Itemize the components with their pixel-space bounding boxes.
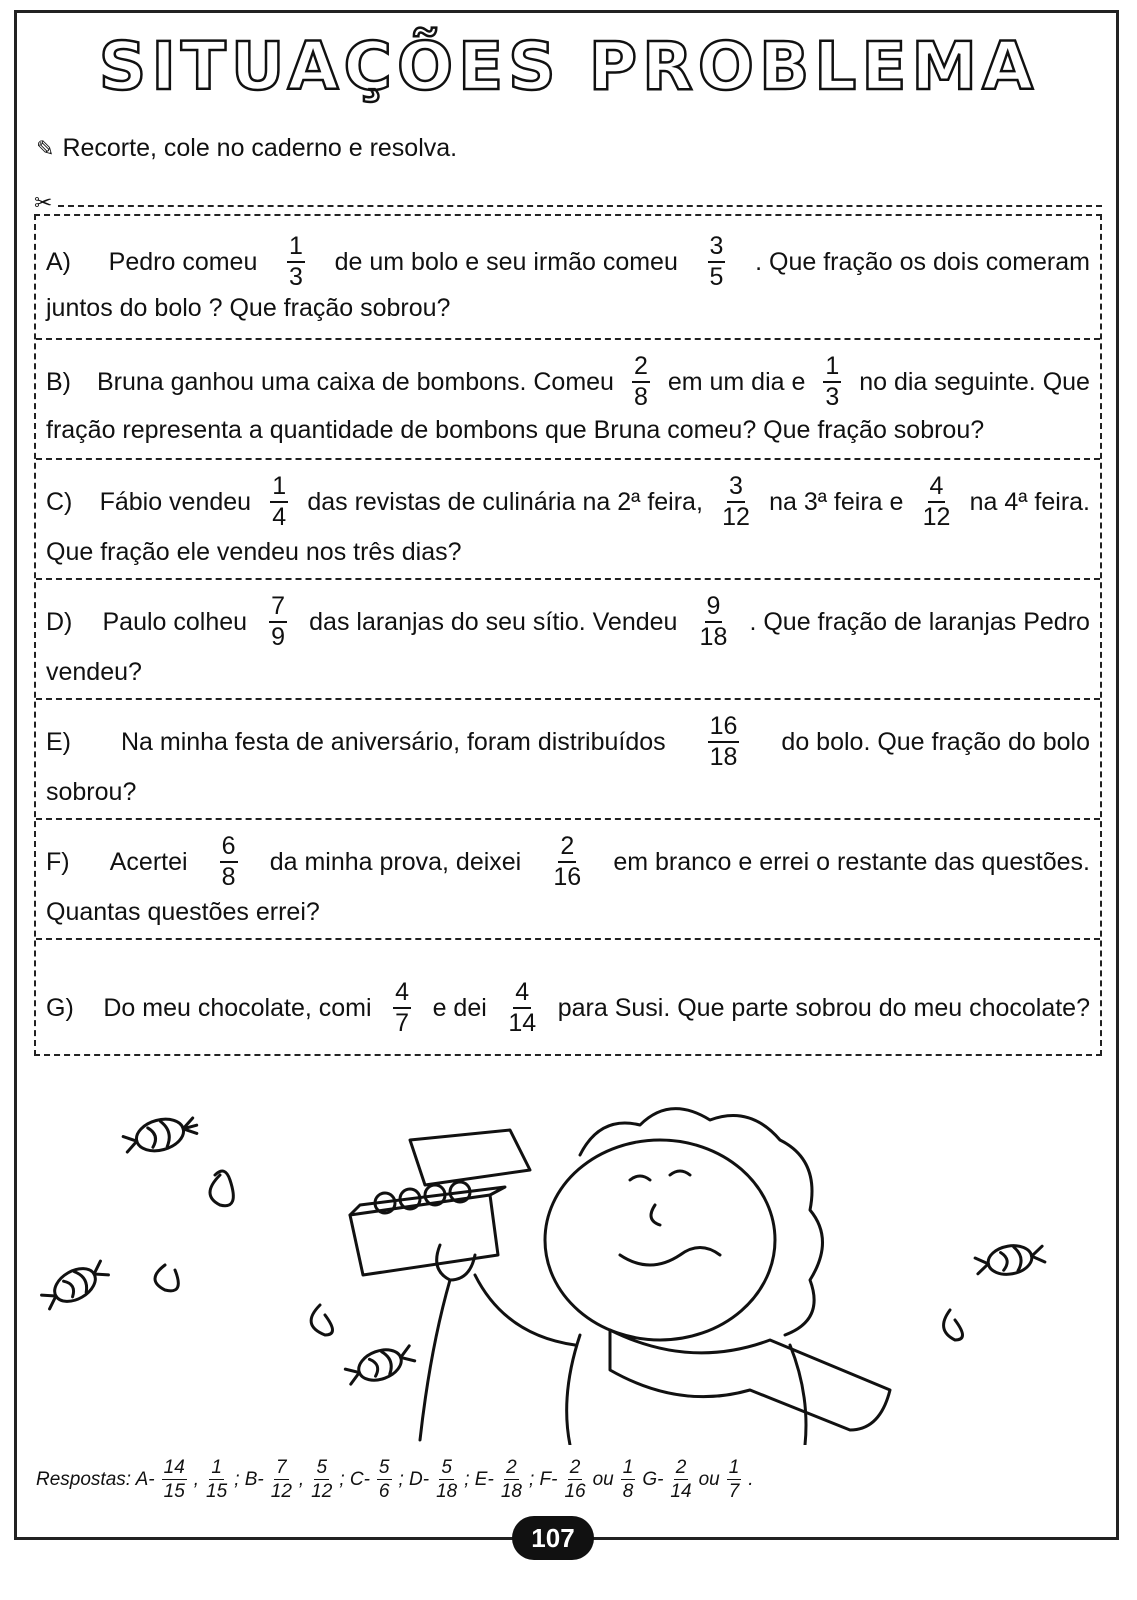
fraction <box>377 1458 392 1501</box>
text-segment: para Susi. Que parte sobrou do meu chocolate? <box>557 993 1090 1022</box>
fraction-denominator: 8 <box>633 383 648 411</box>
fraction <box>708 714 740 770</box>
problem-line-2-text: fração representa a quantidade de bombons que Bruna comeu? Que fração sobrou? <box>46 416 985 444</box>
fraction <box>823 354 841 410</box>
fraction <box>508 980 536 1036</box>
text-segment: na 3ª feira e <box>769 487 904 516</box>
fraction-numerator: 1 <box>823 354 841 383</box>
fraction-denominator: 18 <box>436 1481 458 1502</box>
text-segment: Respostas: A- <box>36 1468 155 1490</box>
fraction-denominator: 12 <box>922 503 951 531</box>
scissors-icon: ✂ <box>34 190 53 215</box>
fraction-numerator: 7 <box>276 1457 287 1478</box>
fraction-denominator: 12 <box>722 503 750 531</box>
text-segment: das revistas de culinária na 2ª feira, <box>307 487 703 516</box>
fraction-denominator: 3 <box>825 383 840 411</box>
fraction-numerator: 5 <box>441 1457 452 1478</box>
fraction <box>311 1458 332 1501</box>
fraction-numerator: 2 <box>675 1457 687 1478</box>
fraction <box>632 354 650 410</box>
text-segment: , <box>193 1468 200 1490</box>
fraction-denominator: 15 <box>206 1481 228 1502</box>
page-title: SITUAÇÕES PROBLEMA <box>98 28 1039 105</box>
fraction <box>722 474 750 530</box>
text-segment: ; E- <box>464 1468 494 1490</box>
boy-with-chocolate-box-illustration <box>20 1095 1110 1445</box>
fraction <box>621 1458 636 1501</box>
text-segment: e dei <box>432 993 487 1022</box>
problem-c <box>36 458 1100 578</box>
fraction-numerator: 7 <box>269 594 287 623</box>
problem-letter: G) <box>46 993 74 1022</box>
text-segment: ; C- <box>339 1468 370 1490</box>
fraction-denominator: 14 <box>670 1481 692 1502</box>
fraction-denominator: 18 <box>699 623 728 651</box>
fraction-denominator: 3 <box>289 263 303 291</box>
text-segment: , <box>298 1468 305 1490</box>
fraction-denominator: 8 <box>622 1481 634 1502</box>
text-segment: ou <box>592 1468 614 1490</box>
answers-line <box>32 1458 758 1501</box>
text-segment: do bolo. Que fração do bolo <box>781 727 1090 756</box>
fraction-numerator: 9 <box>705 594 723 623</box>
fraction-numerator: 3 <box>708 234 726 263</box>
text-segment: . Que fração de laranjas Pedro <box>749 607 1090 636</box>
problem-line-2 <box>46 416 1090 445</box>
problem-line-1 <box>46 474 1090 530</box>
problem-letter: C) <box>46 487 73 516</box>
text-segment: . Que fração os dois comeram <box>755 247 1090 276</box>
fraction-denominator: 6 <box>378 1481 390 1502</box>
candy-icon <box>39 1256 112 1314</box>
problem-b <box>36 338 1100 458</box>
cut-line <box>58 205 1102 207</box>
text-segment: em um dia e <box>667 367 806 396</box>
fraction-denominator: 15 <box>163 1481 185 1502</box>
fraction-denominator: 7 <box>728 1481 740 1502</box>
fraction-numerator: 1 <box>211 1457 222 1478</box>
fraction <box>269 594 287 650</box>
fraction-numerator: 1 <box>622 1457 634 1478</box>
problem-line-1 <box>46 234 1090 290</box>
fraction <box>553 834 581 890</box>
fraction-denominator: 18 <box>709 743 738 771</box>
problem-letter: D) <box>46 607 73 636</box>
fraction-numerator: 1 <box>287 234 305 263</box>
problem-f <box>36 818 1100 938</box>
fraction <box>564 1458 585 1501</box>
problem-line-1 <box>46 354 1090 410</box>
text-segment: Fábio vendeu <box>99 487 252 516</box>
fraction-denominator: 16 <box>564 1481 586 1502</box>
fraction-numerator: 5 <box>378 1457 390 1478</box>
fraction-denominator: 16 <box>553 863 582 891</box>
problem-line-2-text: sobrou? <box>46 778 137 806</box>
problem-g <box>36 938 1100 1054</box>
fraction-denominator: 14 <box>508 1009 537 1037</box>
candy-icon <box>121 1111 200 1159</box>
text-segment: ; F- <box>528 1468 558 1490</box>
text-segment: da minha prova, deixei <box>269 847 522 876</box>
fraction-denominator: 12 <box>311 1481 333 1502</box>
problem-line-1 <box>46 980 1090 1036</box>
fraction-numerator: 1 <box>728 1457 740 1478</box>
text-segment: G- <box>642 1468 664 1490</box>
fraction-numerator: 5 <box>316 1457 328 1478</box>
instruction-text: Recorte, cole no caderno e resolva. <box>62 134 458 162</box>
fraction-denominator: 9 <box>271 623 286 651</box>
fraction <box>206 1458 227 1501</box>
fraction-numerator: 3 <box>727 474 745 503</box>
text-segment: de um bolo e seu irmão comeu <box>334 247 678 276</box>
problem-line-2 <box>46 778 1090 807</box>
problem-letter: F) <box>46 847 70 876</box>
fraction-denominator: 4 <box>272 503 287 531</box>
fraction <box>501 1458 522 1501</box>
problem-line-1 <box>46 834 1090 890</box>
problem-line-2-text: Quantas questões errei? <box>46 898 320 926</box>
problem-line-1 <box>46 714 1090 770</box>
problem-line-2 <box>46 658 1090 687</box>
problem-line-1 <box>46 594 1090 650</box>
problem-line-2-text: Que fração ele vendeu nos três dias? <box>46 538 462 566</box>
fraction <box>700 594 728 650</box>
problem-letter: A) <box>46 247 71 276</box>
text-segment: das laranjas do seu sítio. Vendeu <box>309 607 678 636</box>
fraction-numerator: 2 <box>632 354 650 383</box>
fraction-denominator: 8 <box>221 863 236 891</box>
fraction <box>270 474 288 530</box>
problem-d <box>36 578 1100 698</box>
problem-line-2 <box>46 898 1090 927</box>
problem-a <box>36 216 1100 338</box>
page-number: 107 <box>512 1516 594 1560</box>
problem-line-2 <box>46 538 1090 567</box>
fraction-numerator: 4 <box>928 474 946 503</box>
text-segment: ; D- <box>398 1468 430 1490</box>
fraction <box>287 234 305 290</box>
fraction-numerator: 2 <box>558 834 576 863</box>
problem-e <box>36 698 1100 818</box>
problem-line-2 <box>46 294 1090 323</box>
text-segment: ; B- <box>234 1468 264 1490</box>
fraction-numerator: 2 <box>569 1457 581 1478</box>
problem-line-2-text: juntos do bolo ? Que fração sobrou? <box>46 294 451 322</box>
text-segment: Bruna ganhou uma caixa de bombons. Comeu <box>96 367 614 396</box>
pencil-icon: ✎ <box>36 136 55 161</box>
instruction <box>36 134 457 163</box>
text-segment: ou <box>698 1468 720 1490</box>
problem-line-2-text: vendeu? <box>46 658 142 686</box>
fraction <box>670 1458 691 1501</box>
fraction-numerator: 1 <box>270 474 288 503</box>
fraction <box>271 1458 292 1501</box>
fraction-numerator: 16 <box>708 714 740 743</box>
fraction <box>727 1458 742 1501</box>
text-segment: Acertei <box>109 847 188 876</box>
fraction <box>923 474 951 530</box>
candy-icon <box>974 1240 1046 1279</box>
text-segment: Na minha festa de aniversário, foram distribuídos <box>120 727 666 756</box>
problem-letter: E) <box>46 727 71 756</box>
fraction <box>436 1458 457 1501</box>
fraction-numerator: 6 <box>220 834 238 863</box>
fraction-denominator: 18 <box>500 1481 522 1502</box>
text-segment: Do meu chocolate, comi <box>103 993 372 1022</box>
fraction <box>393 980 411 1036</box>
fraction-numerator: 4 <box>513 980 531 1009</box>
fraction-numerator: 4 <box>393 980 411 1009</box>
fraction <box>708 234 726 290</box>
fraction-denominator: 7 <box>395 1009 409 1037</box>
text-segment: na 4ª feira. <box>969 487 1090 516</box>
fraction-denominator: 5 <box>709 263 724 291</box>
fraction-denominator: 12 <box>270 1481 292 1502</box>
text-segment: no dia seguinte. Que <box>859 367 1090 396</box>
fraction-numerator: 2 <box>506 1457 517 1478</box>
candy-icon <box>343 1340 416 1390</box>
problem-letter: B) <box>46 367 71 396</box>
fraction <box>162 1458 187 1501</box>
text-segment: Paulo colheu <box>102 607 248 636</box>
text-segment: em branco e errei o restante das questões. <box>613 847 1090 876</box>
fraction <box>220 834 238 890</box>
fraction-numerator: 14 <box>163 1457 185 1478</box>
text-segment: Pedro comeu <box>108 247 258 276</box>
text-segment: . <box>748 1468 754 1490</box>
problems-box <box>34 214 1102 1056</box>
